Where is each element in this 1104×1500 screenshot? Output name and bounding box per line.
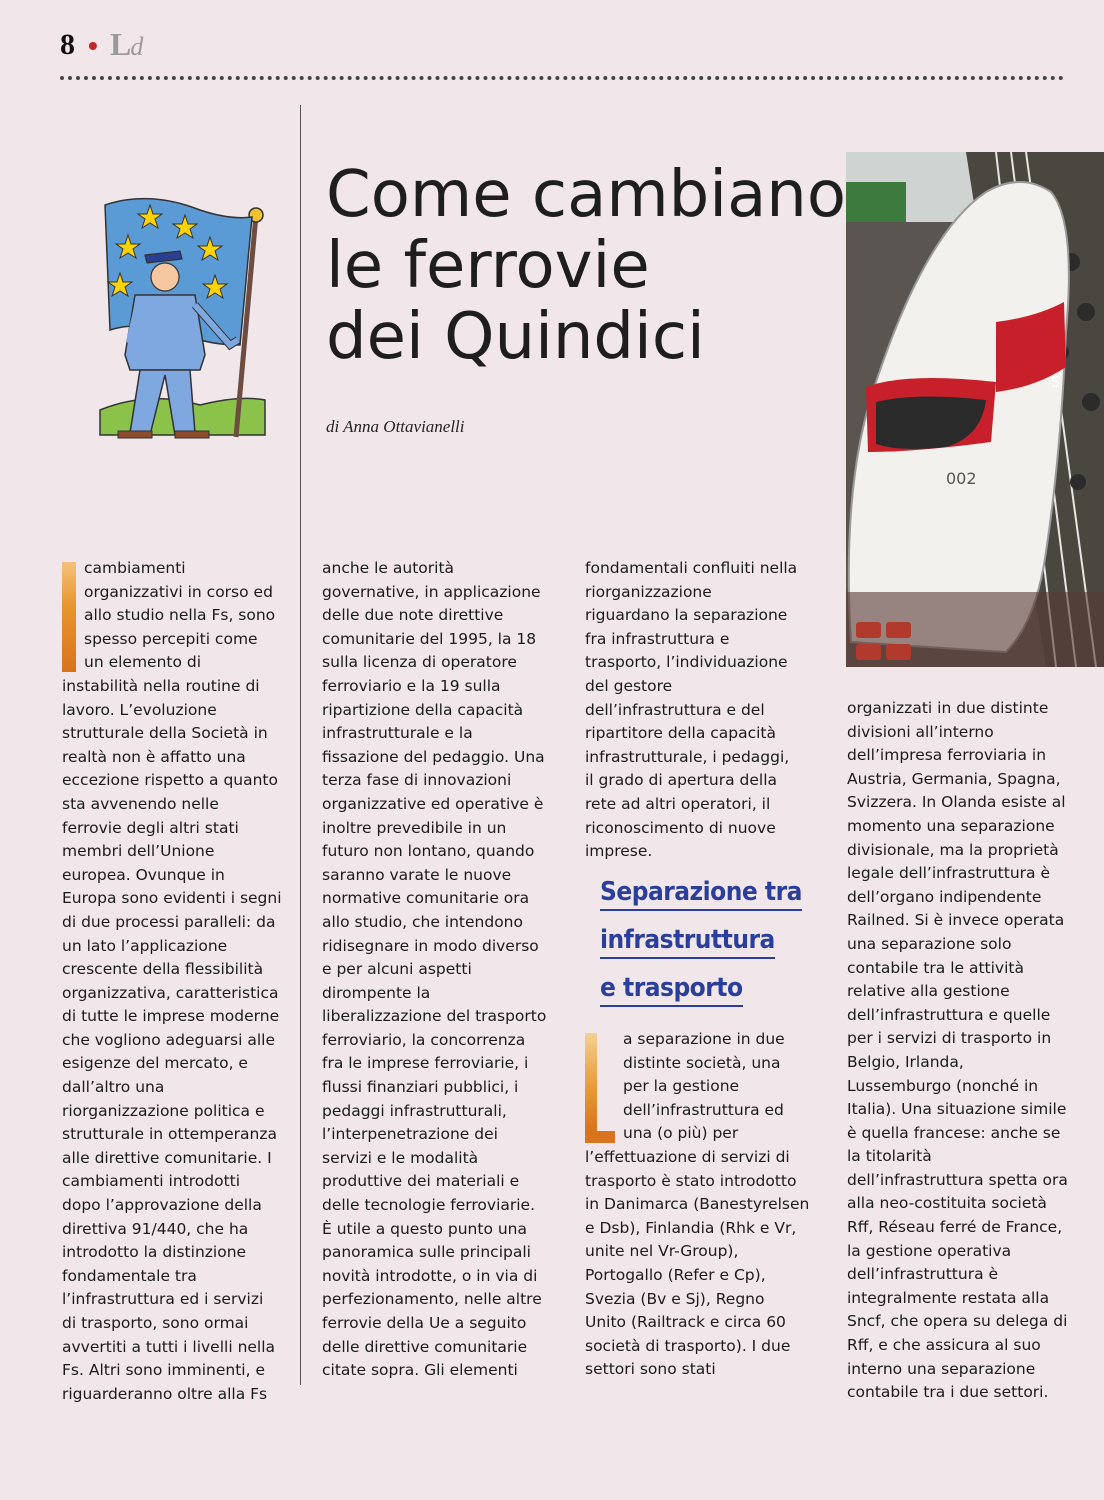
column-1-text: cambiamenti organizzativi in corso ed allo studio nella Fs, sono spesso percepiti come un elemento di instabilità nella routine di lavoro. L’evoluzione strutturale della Società in realtà non è affatto una eccezione rispetto a quanto sta avvenendo nelle ferrovie degli altri stati membri dell’Unione europea. Ovunque in Europa sono evidenti i segni di due processi paralleli: da un lato l’applicazione crescente della flessibilità organizzativa, caratteristica di tutte le imprese moderne che vogliono adeguarsi alle esigenze del mercato, e dall’altro una riorganizzazione politica e strutturale in ottemperanza alle direttive comunitarie. I cambiamenti introdotti dopo l’approvazione della direttiva 91/440, che ha introdotto la distinzione fondamentale tra l’infrastruttura ed i servizi di trasporto, sono ormai avvertiti a tutti i livelli nella Fs. Altri sono imminenti, e riguarderanno oltre alla Fs: [62, 559, 282, 1403]
train-number-label: 002: [946, 469, 977, 488]
column-3-text: fondamentali confluiti nella riorganizzazione riguardano la separazione fra infrastruttura e trasporto, l’individuazione del gestore dell’infrastruttura e del ripartitore della capacità infrastrutturale, i pedaggi, il grado di apertura della rete ad altri operatori, il riconoscimento di nuove imprese.: [585, 559, 798, 861]
column-3: [585, 557, 800, 864]
article-title: [326, 160, 846, 373]
section-subhead: [600, 868, 830, 1012]
column-3b: [585, 1028, 810, 1382]
subhead-line-1: Separazione tra: [600, 875, 802, 911]
byline: di Anna Ottavianelli: [326, 417, 465, 436]
train-nose-number: 5: [1051, 375, 1060, 391]
title-line-2: le ferrovie: [326, 229, 650, 303]
column-4: [847, 697, 1072, 1405]
header-rule: [60, 76, 1064, 80]
column-4-text: organizzati in due distinte divisioni all’interno dell’impresa ferroviaria in Austria, Germania, Spagna, Svizzera. In Olanda esiste al momento una separazione divisionale, ma la proprietà legale dell’infrastruttura è dell’organo indipendente Railned. Si è invece operata una separazione solo contabile tra le attività relative alla gestione dell’infrastruttura e quelle per i servizi di trasporto in Belgio, Irlanda, Lussemburgo (nonché in Italia). Una situazione simile è quella francese: anche se la titolarità dell’infrastruttura spetta ora alla neo-costituita società Rff, Réseau ferré de France, la gestione operativa dell’infrastruttura è integralmente restata alla Sncf, che opera su delega di Rff, e che assicura al suo interno una separazione contabile tra i due settori.: [847, 699, 1068, 1402]
title-line-1: Come cambiano: [326, 158, 846, 232]
subhead-line-3: e trasporto: [600, 971, 743, 1007]
drop-cap-l-decoration: [585, 1033, 615, 1143]
title-line-3: dei Quindici: [326, 300, 705, 374]
drop-cap-decoration: [62, 562, 76, 672]
eu-flag-illustration: [90, 195, 270, 445]
header-separator: •: [88, 30, 98, 61]
page-number: 8: [60, 28, 75, 61]
column-divider: [300, 105, 301, 1385]
column-3b-text: a separazione in due distinte società, una per la gestione dell’infrastruttura ed una (o più) per l’effettuazione di servizi di trasporto è stato introdotto in Danimarca (Banestyrelsen e Dsb), Finlandia (Rhk e Vr, unite nel Vr-Group), Portogallo (Refer e Cp), Svezia (Bv e Sj), Regno Unito (Railtrack e circa 60 società di trasporto). I due settori sono stati: [585, 1030, 810, 1379]
column-2-text: anche le autorità governative, in applicazione delle due note direttive comunitarie del 1995, la 18 sulla licenza di operatore ferroviario e la 19 sulla ripartizione della capacità infrastrutturale e la fissazione del pedaggio. Una terza fase di innovazioni organizzative ed operative è inoltre prevedibile in un futuro non lontano, quando saranno varate le nuove normative comunitarie ora allo studio, che intendono ridisegnare in modo diverso e per alcuni aspetti dirompente la liberalizzazione del trasporto ferroviario, la concorrenza fra le imprese ferroviarie, i flussi finanziari pubblici, i pedaggi infrastrutturali, l’interpenetrazione dei servizi e le modalità produttive dei materiali e delle tecnologie ferroviarie. È utile a questo punto una panoramica sulle principali novità introdotte, o in via di perfezionamento, nelle altre ferrovie della Ue a seguito delle direttive comunitarie citate sopra. Gli elementi: [322, 559, 547, 1380]
column-2: [322, 557, 547, 1383]
column-1: [62, 557, 282, 1406]
train-photo: [846, 152, 1104, 667]
subhead-line-2: infrastruttura: [600, 923, 775, 959]
magazine-logo: Ld: [110, 26, 143, 62]
